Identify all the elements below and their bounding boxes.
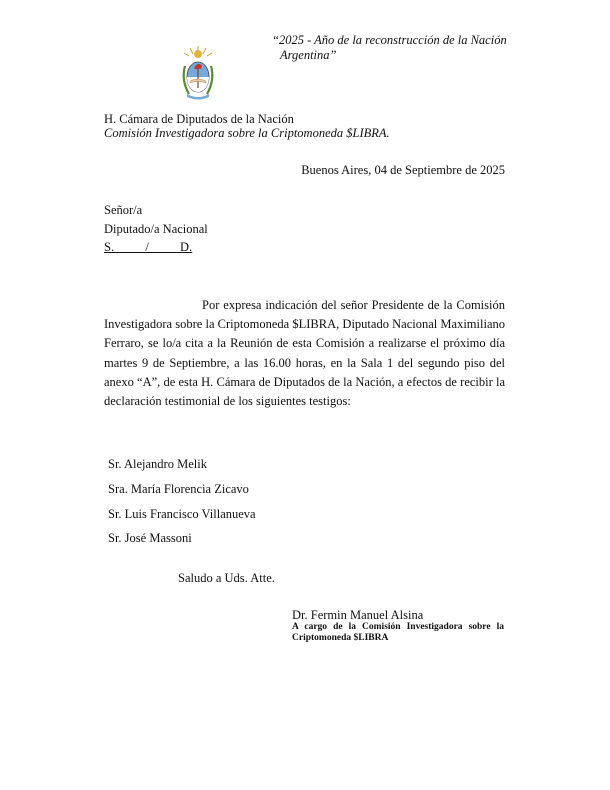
signer-role: A cargo de la Comisión Investigadora sobre la Criptomoneda $LIBRA (292, 622, 504, 643)
dateline: Buenos Aires, 04 de Septiembre de 2025 (301, 163, 505, 177)
witness-item: Sr. Alejandro Melik (108, 457, 207, 471)
sd-text: S. / D. (104, 240, 193, 254)
sender-commission: Comisión Investigadora sobre la Criptomoneda $LIBRA. (104, 126, 390, 140)
year-motto-line2: Argentina” (280, 48, 337, 62)
recipient-title: Diputado/a Nacional (104, 222, 208, 236)
year-motto (272, 33, 507, 63)
recipient-sd (104, 240, 192, 255)
coat-of-arms-emblem (179, 44, 217, 102)
sun-of-may-icon (194, 50, 202, 58)
signer-name: Dr. Fermin Manuel Alsina (292, 608, 424, 622)
witness-item: Sr. Luis Francisco Villanueva (108, 507, 256, 521)
closing-greeting: Saludo a Uds. Atte. (178, 571, 275, 585)
letter-body: Por expresa indicación del señor Presidente de la Comisión Investigadora sobre la Criptomoneda $LIBRA, Diputado Nacional Maximiliano Ferraro, se lo/a cita a la Reunión de esta Comisión a realizarse el próximo día martes 9 de Septiembre, a las 16.00 horas, en la Sala 1 del segundo piso del anexo “A”, de esta H. Cámara de Diputados de la Nación, a efectos de recibir la declaración testimonial de los siguientes testigos: (104, 298, 505, 409)
year-motto-line1: “2025 - Año de la reconstrucción de la Nación (272, 33, 507, 47)
ribbon (187, 94, 209, 100)
witness-item: Sra. María Florencia Zicavo (108, 482, 249, 496)
recipient-salutation: Señor/a (104, 203, 143, 217)
witness-item: Sr. José Massoni (108, 531, 192, 545)
sender-chamber: H. Cámara de Diputados de la Nación (104, 112, 294, 126)
